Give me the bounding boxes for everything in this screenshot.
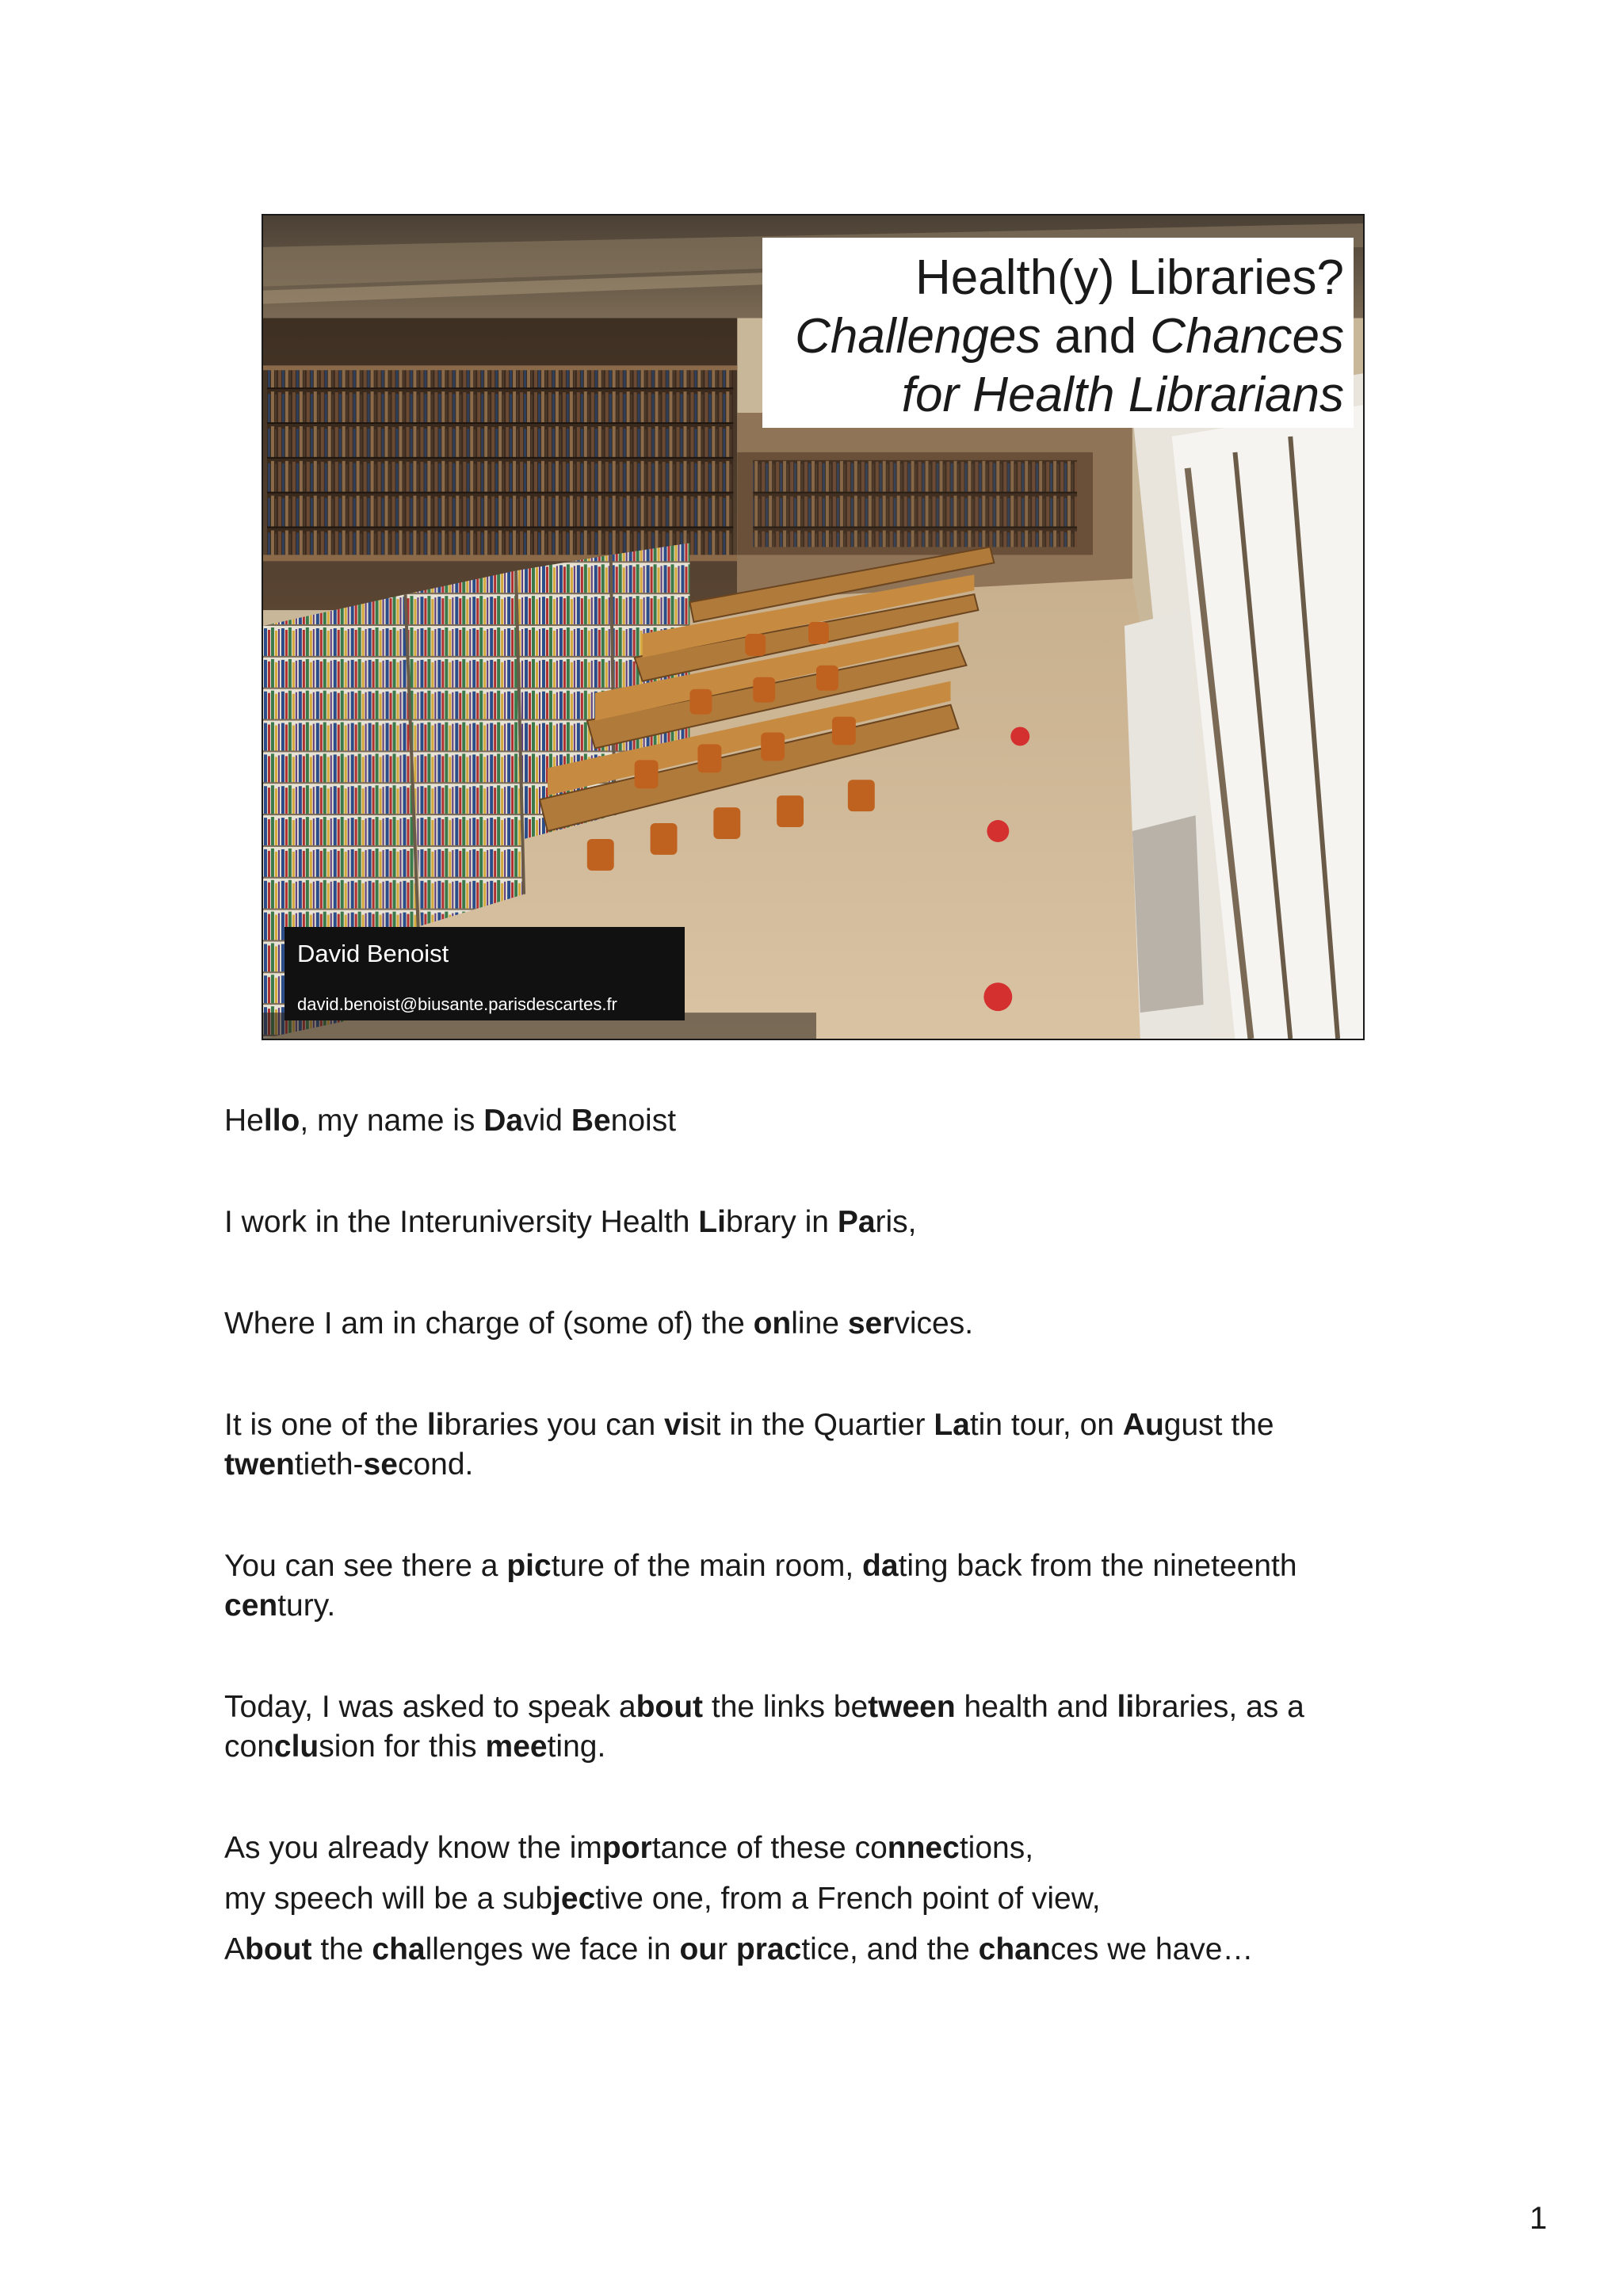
notes-paragraph: [224, 1405, 1389, 1485]
notes-text-run: tin tour, on: [969, 1408, 1123, 1442]
notes-text-run: , my name is: [300, 1104, 484, 1138]
slide-title-chances: Chances: [1150, 309, 1344, 364]
slide-title: [762, 238, 1354, 428]
notes-text-run: line: [791, 1306, 848, 1341]
notes-text-run: A: [224, 1932, 246, 1966]
notes-text-run: I work in the Interuniversity Health: [224, 1205, 699, 1239]
notes-text-run: It is one of the: [224, 1408, 427, 1442]
notes-bold-run: por: [601, 1831, 652, 1865]
notes-text-run: Where I am in charge of (some of) the: [224, 1306, 754, 1341]
notes-bold-run: Au: [1122, 1408, 1164, 1442]
notes-bold-run: ou: [679, 1932, 718, 1966]
notes-text-run: tieth-: [294, 1447, 364, 1482]
notes-text-run: health and: [955, 1690, 1117, 1724]
notes-bold-run: on: [753, 1306, 792, 1341]
notes-bold-run: pic: [506, 1549, 552, 1583]
notes-bold-run: mee: [485, 1730, 548, 1764]
notes-bold-run: ser: [847, 1306, 895, 1341]
notes-bold-run: cen: [224, 1589, 278, 1623]
notes-paragraph: [224, 1930, 1389, 1970]
slide-title-line2: [762, 307, 1344, 366]
author-caption: [285, 927, 685, 1020]
notes-bold-run: bout: [636, 1690, 704, 1724]
notes-bold-run: li: [1117, 1690, 1135, 1724]
notes-paragraph: [224, 1304, 1389, 1344]
notes-bold-run: clu: [273, 1730, 319, 1764]
speaker-notes: [224, 1101, 1389, 1970]
notes-text-run: tance of these co: [651, 1831, 888, 1865]
notes-text-run: tions,: [959, 1831, 1034, 1865]
page-number: 1: [1529, 2201, 1548, 2236]
notes-text-run: As you already know the im: [224, 1831, 602, 1865]
notes-bold-run: tween: [868, 1690, 956, 1724]
slide-title-line3: for Health Librarians: [901, 368, 1344, 422]
notes-text-run: ting back from the nineteenth: [898, 1549, 1297, 1583]
notes-text-run: tive one, from a French point of view,: [595, 1882, 1101, 1916]
notes-paragraph: [224, 1101, 1389, 1141]
notes-bold-run: da: [862, 1549, 899, 1583]
notes-bold-run: Be: [571, 1104, 611, 1138]
notes-text-run: You can see there a: [224, 1549, 507, 1583]
notes-text-run: vid: [523, 1104, 571, 1138]
notes-text-run: sit in the Quartier: [689, 1408, 934, 1442]
notes-text-run: noist: [610, 1104, 677, 1138]
notes-paragraph: [224, 1547, 1389, 1626]
author-name: David Benoist: [297, 940, 449, 967]
notes-paragraph: [224, 1688, 1389, 1767]
notes-bold-run: twen: [224, 1447, 295, 1482]
notes-text-run: braries you can: [444, 1408, 664, 1442]
notes-text-run: braries, as a con: [224, 1690, 1304, 1764]
notes-text-run: vices.: [894, 1306, 974, 1341]
author-email: david.benoist@biusante.parisdescartes.fr: [297, 994, 617, 1014]
notes-bold-run: Da: [483, 1104, 524, 1138]
notes-text-run: tice, and the: [801, 1932, 979, 1966]
notes-text-run: sion for this: [319, 1730, 486, 1764]
notes-text-run: gust the: [1163, 1408, 1274, 1442]
notes-bold-run: llo: [263, 1104, 300, 1138]
notes-text-run: ris,: [875, 1205, 917, 1239]
notes-bold-run: nnec: [887, 1831, 960, 1865]
notes-bold-run: La: [934, 1408, 970, 1442]
notes-text-run: Today, I was asked to speak a: [224, 1690, 636, 1724]
slide-title-and: and: [1054, 309, 1137, 364]
notes-text-run: the: [311, 1932, 372, 1966]
notes-bold-run: jec: [552, 1882, 596, 1916]
notes-text-run: r: [717, 1932, 736, 1966]
notes-bold-run: bout: [245, 1932, 312, 1966]
notes-paragraph: [224, 1829, 1389, 1868]
title-slide: [262, 214, 1365, 1040]
notes-text-run: cond.: [397, 1447, 474, 1482]
notes-text-run: llenges we face in: [425, 1932, 680, 1966]
notes-bold-run: Pa: [837, 1205, 876, 1239]
notes-text-run: He: [224, 1104, 264, 1138]
notes-paragraph: [224, 1203, 1389, 1242]
notes-bold-run: li: [426, 1408, 445, 1442]
notes-text-run: ture of the main room,: [551, 1549, 863, 1583]
notes-text-run: my speech will be a sub: [224, 1882, 553, 1916]
notes-text-run: tury.: [277, 1589, 336, 1623]
notes-bold-run: Li: [698, 1205, 726, 1239]
notes-bold-run: chan: [978, 1932, 1051, 1966]
slide-title-line1: Health(y) Libraries?: [915, 250, 1344, 305]
notes-bold-run: se: [363, 1447, 398, 1482]
notes-text-run: the links be: [703, 1690, 869, 1724]
notes-bold-run: prac: [735, 1932, 802, 1966]
notes-bold-run: vi: [663, 1408, 690, 1442]
notes-paragraph: [224, 1879, 1389, 1919]
notes-text-run: ting.: [547, 1730, 606, 1764]
slide-title-challenges: Challenges: [795, 309, 1041, 364]
notes-bold-run: cha: [372, 1932, 426, 1966]
notes-text-run: brary in: [725, 1205, 838, 1239]
notes-text-run: ces we have…: [1050, 1932, 1254, 1966]
